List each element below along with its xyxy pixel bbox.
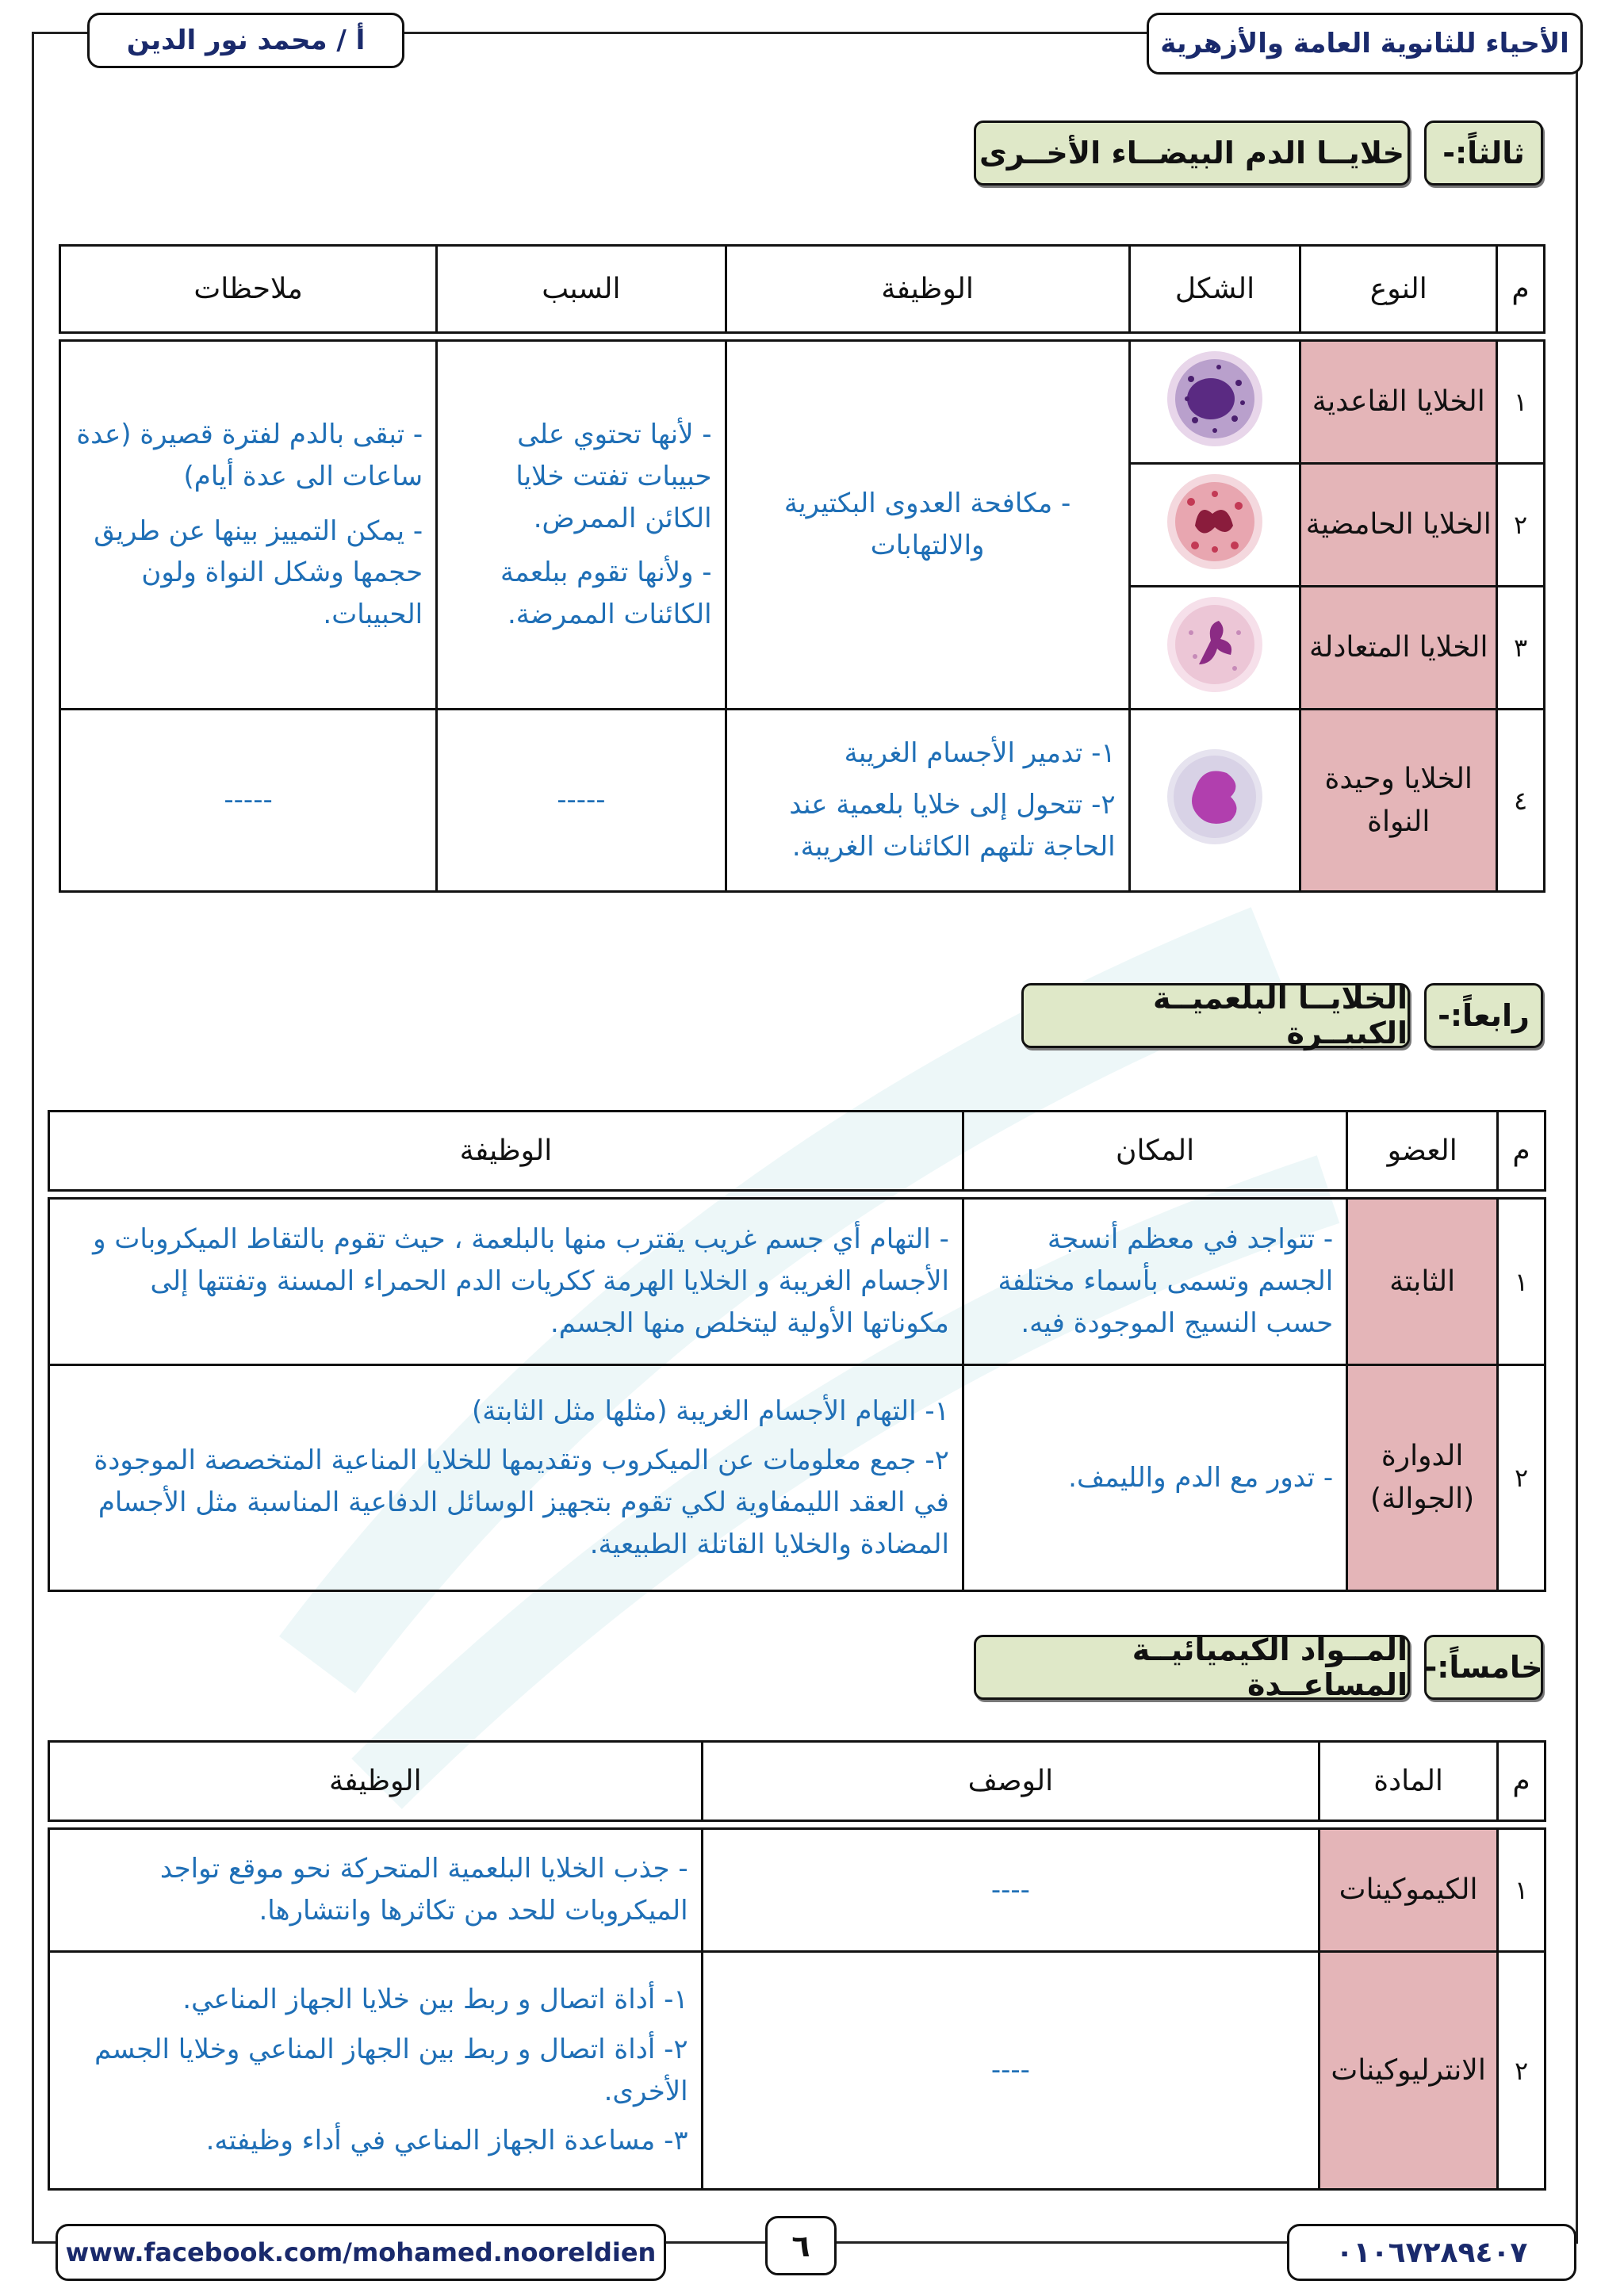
row-num: ٢ <box>1498 1365 1545 1591</box>
footer-facebook-link[interactable]: www.facebook.com/mohamed.nooreldien <box>56 2224 666 2281</box>
header-type: النوع <box>1300 246 1497 333</box>
eosinophil-cell-image <box>1129 464 1300 587</box>
row-substance: الكيموكينات <box>1320 1829 1498 1952</box>
row-function: - التهام أي جسم غريب يقترب منها بالبلعمة ، حيث تقوم بالتقاط الميكروبات و الأجسام الغريبة و الخلايا الهرمة ككريات الدم الحمراء المسنة وتفتتها إلى مكوناتها الأولية لیتخلص منها الجسم. <box>49 1199 963 1365</box>
table-header-row <box>60 246 1545 333</box>
group-notes-2: - يمكن التمييز بينها عن طريق حجمها وشكل النواة ولون الحبيبات. <box>94 515 423 631</box>
basophil-cell-image <box>1129 341 1300 464</box>
mono-notes: ----- <box>60 710 437 892</box>
row-num: ٤ <box>1497 710 1545 892</box>
table-row <box>60 341 1545 464</box>
row-description: ---- <box>702 1829 1320 1952</box>
row-function: - جذب الخلايا البلعمية المتحركة نحو موقع تواجد الميكروبات للحد من تكاثرها وانتشارها. <box>49 1829 703 1952</box>
row-organ: الدوارة (الجوالة) <box>1347 1365 1498 1591</box>
group-reason-2: - ولأنها تقوم ببلعمة الكائنات الممرضة. <box>500 557 712 631</box>
table-row <box>49 1365 1545 1591</box>
section3-title: خلايــا الدم البيضــاء الأخــرى <box>974 121 1410 186</box>
section5-tag: خامساً:- <box>1424 1635 1543 1700</box>
white-cells-table <box>59 244 1545 893</box>
row-num: ١ <box>1498 1199 1545 1365</box>
section3-tag: ثالثاً:- <box>1424 121 1543 186</box>
row-num: ٣ <box>1497 587 1545 710</box>
row-organ: الثابتة <box>1347 1199 1498 1365</box>
mono-reason: ----- <box>437 710 726 892</box>
mono-function-1: ١- تدمير الأجسام الغريبة <box>844 737 1116 770</box>
table-row <box>49 1952 1545 2190</box>
row-num: ١ <box>1497 341 1545 464</box>
header-description: الوصف <box>702 1742 1320 1821</box>
row-type: الخلايا القاعدية <box>1300 341 1497 464</box>
row-description: ---- <box>702 1952 1320 2190</box>
group-reason-1: - لأنها تحتوي على حبيبات تفتت خلايا الكائن الممرض. <box>515 419 712 534</box>
table-header-row <box>49 1112 1545 1191</box>
header-num: م <box>1498 1112 1545 1191</box>
footer-phone: ٠١٠٦٧٢٨٩٤٠٧ <box>1287 2224 1576 2281</box>
section5-title: المــواد الكيميائيــة المساعــدة <box>974 1635 1410 1700</box>
header-num: م <box>1497 246 1545 333</box>
table-row <box>60 710 1545 892</box>
footer-page-number: ٦ <box>765 2216 837 2275</box>
row-num: ١ <box>1498 1829 1545 1952</box>
monocyte-cell-image <box>1129 710 1300 892</box>
neutrophil-cell-image <box>1129 587 1300 710</box>
chemicals-table <box>48 1740 1546 2191</box>
header-function: الوظيفة <box>726 246 1129 333</box>
header-author: أ / محمد نور الدين <box>87 13 404 68</box>
row-num: ٢ <box>1497 464 1545 587</box>
row-function-1: ١- أداة اتصال و ربط بين خلايا الجهاز المناعي. <box>182 1984 688 2016</box>
header-organ: العضو <box>1347 1112 1498 1191</box>
header-reason: السبب <box>437 246 726 333</box>
header-title: الأحياء للثانوية العامة والأزهرية <box>1147 13 1583 75</box>
row-num: ٢ <box>1498 1952 1545 2190</box>
mono-function-2: ٢- تتحول إلى خلايا بلعمية عند الحاجة تلتهم الكائنات الغريبة. <box>789 789 1116 863</box>
section4-title: الخلايــا البلعميــة الكبيــرة <box>1021 983 1410 1048</box>
header-function: الوظيفة <box>49 1742 703 1821</box>
header-place: المكان <box>963 1112 1346 1191</box>
table-header-row <box>49 1742 1545 1821</box>
header-shape: الشكل <box>1129 246 1300 333</box>
header-substance: المادة <box>1320 1742 1498 1821</box>
row-place: - تدور مع الدم والليمف. <box>963 1365 1346 1591</box>
section4-tag: رابعاً:- <box>1424 983 1543 1048</box>
macrophages-table <box>48 1110 1546 1592</box>
header-function: الوظيفة <box>49 1112 963 1191</box>
group-function: - مكافحة العدوى البكتيرية والالتهابات <box>726 341 1129 710</box>
table-row <box>49 1199 1545 1365</box>
group-notes-1: - تبقى بالدم لفترة قصيرة (عدة ساعات الى عدة أيام) <box>76 419 423 492</box>
row-function-2: ٢- جمع معلومات عن الميكروب وتقديمها للخلايا المناعية المتخصصة الموجودة في العقد الليمفاوية لكي تقوم بتجهيز الوسائل الدفاعية المناسبة مثل الأجسام المضادة والخلايا القاتلة الطبيعية. <box>94 1445 949 1560</box>
row-substance: الانترليوكينات <box>1320 1952 1498 2190</box>
header-notes: ملاحظات <box>60 246 437 333</box>
row-function-3: ٣- مساعدة الجهاز المناعي في أداء وظيفته. <box>205 2125 688 2157</box>
row-type: الخلايا المتعادلة <box>1300 587 1497 710</box>
row-function-2: ٢- أداة اتصال و ربط بين الجهاز المناعي وخلايا الجسم الأخرى. <box>94 2033 688 2107</box>
table-row <box>49 1829 1545 1952</box>
row-function-1: ١- التهام الأجسام الغريبة (مثلها مثل الثابتة) <box>471 1395 949 1427</box>
row-place: - تتواجد في معظم أنسجة الجسم وتسمى بأسماء مختلفة حسب النسيج الموجودة فيه. <box>963 1199 1346 1365</box>
header-num: م <box>1498 1742 1545 1821</box>
row-type: الخلايا الحامضية <box>1300 464 1497 587</box>
row-type: الخلايا وحيدة النواة <box>1300 710 1497 892</box>
